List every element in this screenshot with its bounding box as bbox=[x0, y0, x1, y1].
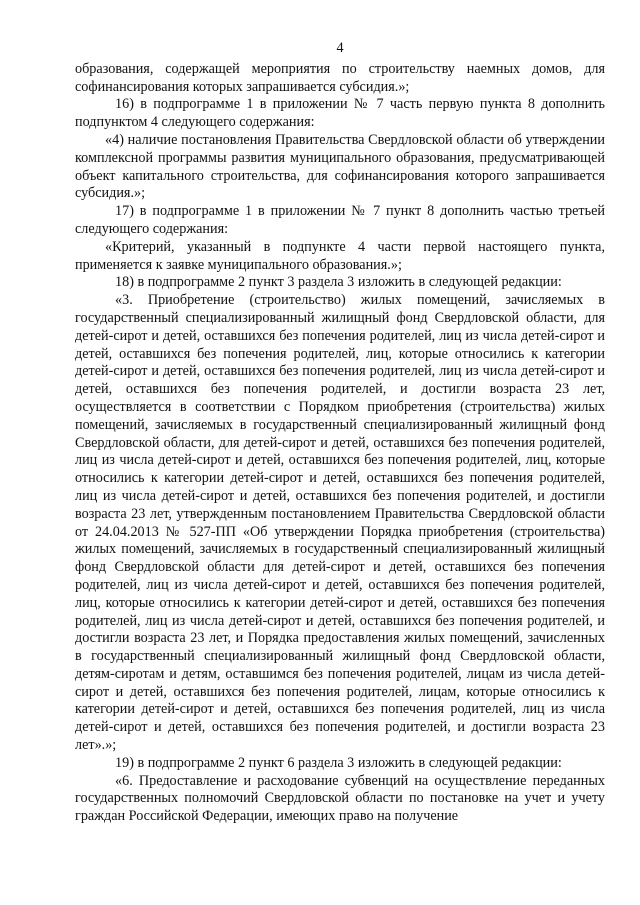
paragraph-2: 16) в подпрограмме 1 в приложении № 7 часть первую пункта 8 дополнить подпунктом 4 следующего содержания: bbox=[75, 96, 605, 131]
paragraph-4: 17) в подпрограмме 1 в приложении № 7 пункт 8 дополнить частью третьей следующего содержания: bbox=[75, 203, 605, 237]
paragraph-5: «Критерий, указанный в подпункте 4 части первой настоящего пункта, применяется к заявке муниципального образования.»; bbox=[75, 238, 605, 273]
paragraph-8: 19) в подпрограмме 2 пункт 6 раздела 3 изложить в следующей редакции: bbox=[115, 754, 562, 771]
paragraph-7: «3. Приобретение (строительство) жилых помещений, зачисляемых в государственный специализированный жилищный фонд Свердловской области, для детей-сирот и детей, оставшихся без попечения родителей, лиц из числа детей-сирот и детей, оставшихся без попечения родителей, лиц, которые относились к категории детей-сирот и детей, оставшихся без попечения родителей, лиц из числа детей-сирот и детей, оставшихся без попечения родителей, и достигли возраста 23 лет, осуществляется в соответствии с Порядком приобретения (строительства) жилых помещений, зачисляемых в государственный специализированный жилищный фонд Свердловской области, для детей-сирот и детей, оставшихся без попечения родителей, лиц из числа детей-сирот и детей, оставшихся без попечения родителей, лиц, которые относились к категории детей-сирот и детей, оставшихся без попечения родителей, лиц из числа детей-сирот и детей, оставшихся без попечения родителей, и достигли возраста 23 лет, утвержденным постановлением Правительства Свердловской области от 24.04.2013 № 527-ПП «Об утверждении Порядка приобретения (строительства) жилых помещений, зачисляемых в государственный специализированный жилищный фонд Свердловской области для детей-сирот и детей, оставшихся без попечения родителей, лиц из числа детей-сирот и детей, оставшихся без попечения родителей, лиц, которые относились к категории детей-сирот и детей, оставшихся без попечения родителей, лиц из числа детей-сирот и детей, оставшихся без попечения родителей, и достигли возраста 23 лет, и Порядка предоставления жилых помещений, зачисленных в государственный специализированный жилищный фонд Свердловской области, детям-сиротам и детям, оставшимся без попечения родителей, лицам из числа детей-сирот и детей, оставшихся без попечения родителей, лицам, которые относились к категории детей-сирот и детей, оставшихся без попечения родителей, лиц из числа детей-сирот и детей, оставшихся без попечения родителей, и достигли возраста 23 лет».»; bbox=[75, 292, 605, 754]
paragraph-1: образования, содержащей мероприятия по строительству наемных домов, для софинансирования которых запрашивается субсидия.»; bbox=[75, 60, 605, 95]
paragraph-9: «6. Предоставление и расходование субвенций на осуществление переданных государственных полномочий Свердловской области по постановке на учет и учету граждан Российской Федерации, имеющих право на получение bbox=[75, 772, 605, 825]
document-page bbox=[75, 40, 605, 826]
page-number: 4 bbox=[336, 40, 344, 56]
paragraph-3: «4) наличие постановления Правительства Свердловской области об утверждении комплексной программы развития муниципального образования, предусматривающей объект капитального строительства, для софинансирования которого запрашивается субсидия.»; bbox=[75, 131, 605, 202]
paragraph-6: 18) в подпрограмме 2 пункт 3 раздела 3 изложить в следующей редакции: bbox=[115, 274, 562, 291]
